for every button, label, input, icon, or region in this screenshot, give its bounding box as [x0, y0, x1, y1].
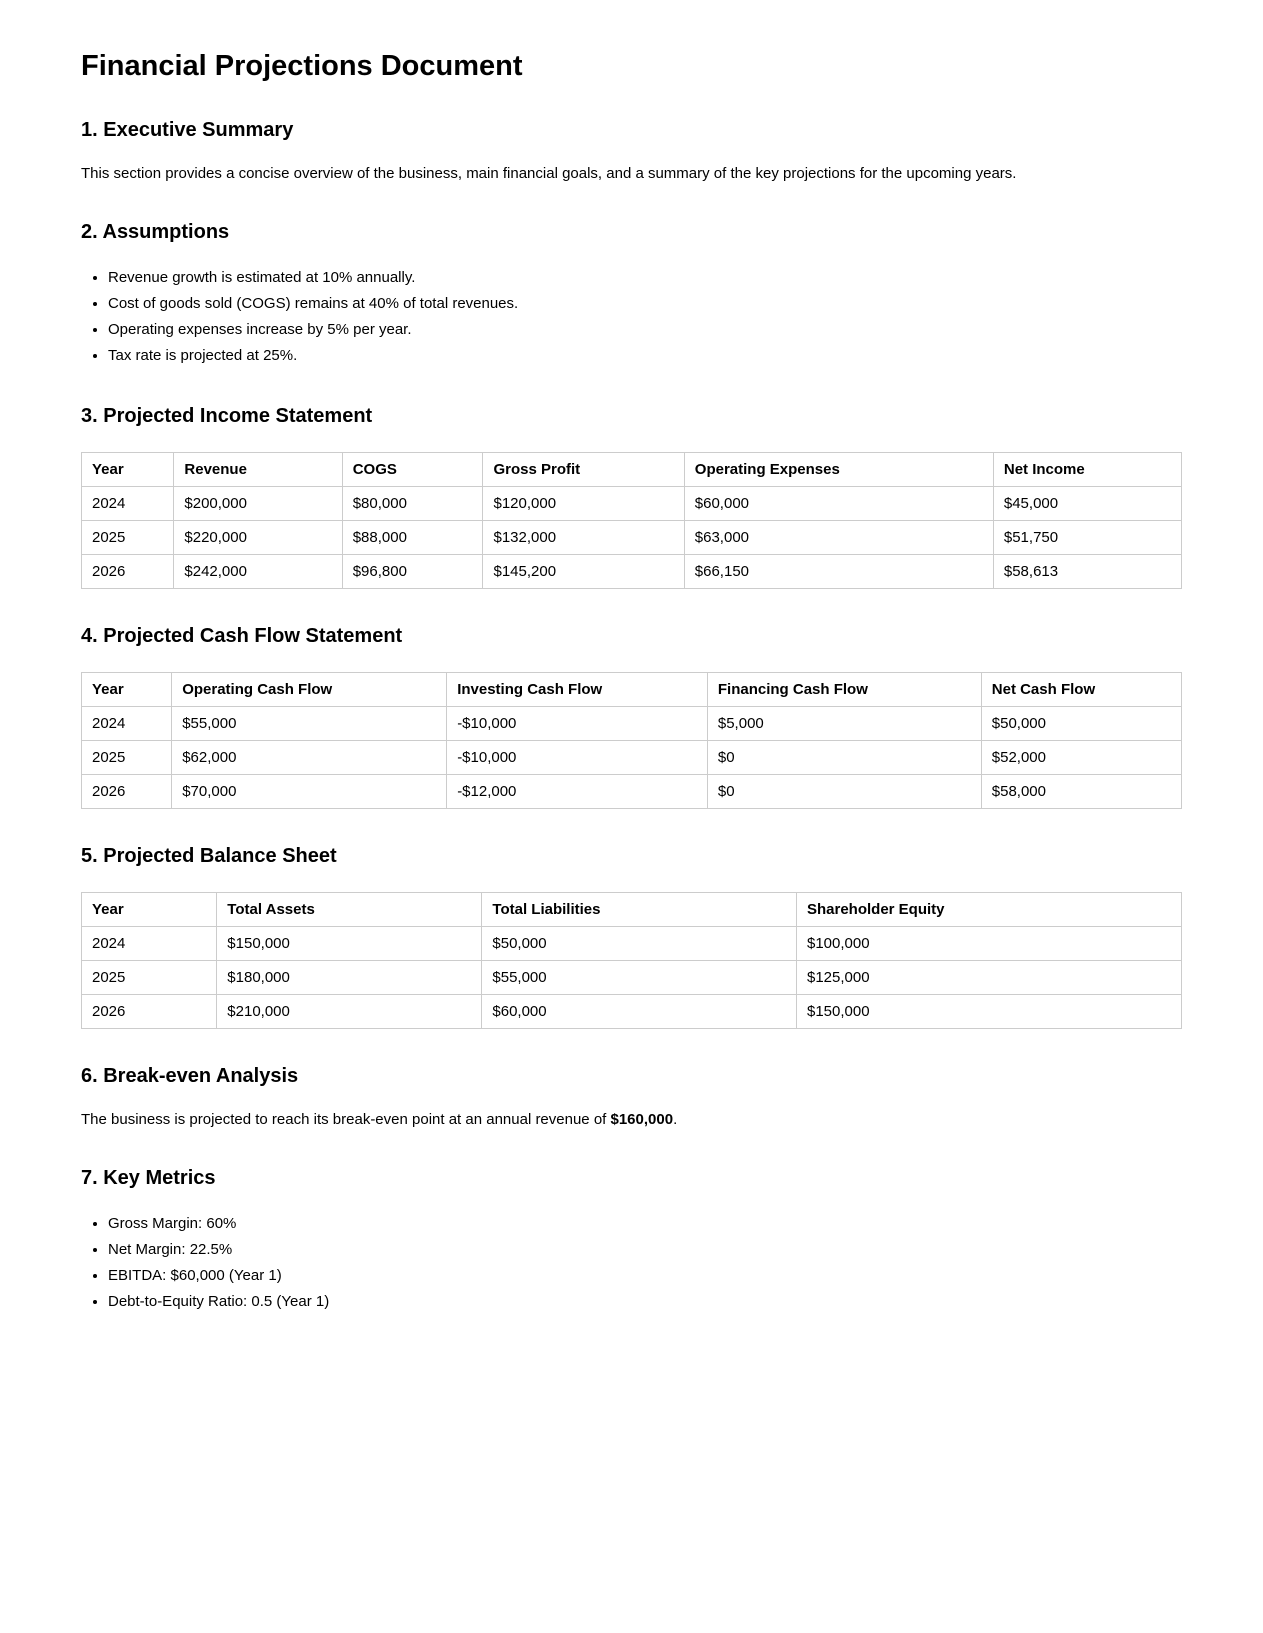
assumptions-list	[81, 265, 1182, 369]
section-key-metrics	[81, 1166, 1182, 1310]
table-cell: $145,200	[483, 555, 684, 589]
table-cell: $120,000	[483, 487, 684, 521]
table-cell: $125,000	[796, 961, 1181, 995]
table-header-cell: Total Liabilities	[482, 893, 797, 927]
table-header-cell: Shareholder Equity	[796, 893, 1181, 927]
table-cell: $50,000	[981, 707, 1181, 741]
list-item: • Operating expenses increase by 5% per year.	[108, 317, 1182, 343]
table-cell: $0	[707, 741, 981, 775]
table-header-cell: Operating Cash Flow	[172, 673, 447, 707]
table-cell: $62,000	[172, 741, 447, 775]
list-item: • Cost of goods sold (COGS) remains at 40% of total revenues.	[108, 291, 1182, 317]
table-cell: $150,000	[796, 995, 1181, 1029]
section-heading-break-even: 6. Break-even Analysis	[81, 1065, 299, 1087]
table-cell: $242,000	[174, 555, 342, 589]
table-row	[82, 741, 1182, 775]
table-cell: -$10,000	[447, 707, 708, 741]
table-header-cell: Year	[82, 893, 217, 927]
table-cell: $52,000	[981, 741, 1181, 775]
key-metrics-list	[81, 1211, 1182, 1310]
table-header-cell: Year	[82, 453, 174, 487]
table-header-row	[82, 453, 1182, 487]
table-cell: 2026	[82, 775, 172, 809]
section-heading-assumptions: 2. Assumptions	[81, 221, 230, 243]
table-cell: $5,000	[707, 707, 981, 741]
table-cell: $70,000	[172, 775, 447, 809]
table-header-cell: Total Assets	[217, 893, 482, 927]
section-heading-balance-sheet: 5. Projected Balance Sheet	[81, 845, 337, 867]
table-cell: -$10,000	[447, 741, 708, 775]
table-cell: $55,000	[482, 961, 797, 995]
table-header-cell: Net Cash Flow	[981, 673, 1181, 707]
table-header-cell: Operating Expenses	[684, 453, 993, 487]
table-cell: $0	[707, 775, 981, 809]
break-even-text-after: .	[673, 1111, 678, 1128]
table-row	[82, 487, 1182, 521]
table-header-cell: Gross Profit	[483, 453, 684, 487]
table-cell: -$12,000	[447, 775, 708, 809]
table-cell: $96,800	[342, 555, 483, 589]
balance-sheet-table	[81, 892, 1182, 1029]
table-header-cell: COGS	[342, 453, 483, 487]
section-heading-income-statement: 3. Projected Income Statement	[81, 405, 373, 427]
table-cell: $220,000	[174, 521, 342, 555]
table-cell: $45,000	[993, 487, 1181, 521]
table-cell: $63,000	[684, 521, 993, 555]
table-cell: $100,000	[796, 927, 1181, 961]
executive-summary-text: This section provides a concise overview of the business, main financial goals, and a summary of the key projections for the upcoming years.	[81, 165, 1017, 182]
table-cell: $60,000	[684, 487, 993, 521]
table-header-row	[82, 673, 1182, 707]
document-title: Financial Projections Document	[81, 50, 523, 82]
section-heading-cash-flow: 4. Projected Cash Flow Statement	[81, 625, 403, 647]
table-row	[82, 927, 1182, 961]
table-cell: $210,000	[217, 995, 482, 1029]
table-cell: 2025	[82, 521, 174, 555]
income-statement-table	[81, 452, 1182, 589]
table-cell: 2026	[82, 995, 217, 1029]
table-cell: 2024	[82, 707, 172, 741]
table-header-cell: Year	[82, 673, 172, 707]
section-cash-flow	[81, 624, 1182, 809]
section-assumptions	[81, 220, 1182, 369]
table-cell: $80,000	[342, 487, 483, 521]
table-cell: $58,613	[993, 555, 1181, 589]
table-cell: 2025	[82, 961, 217, 995]
section-heading-key-metrics: 7. Key Metrics	[81, 1167, 216, 1189]
table-row	[82, 995, 1182, 1029]
cash-flow-table	[81, 672, 1182, 809]
list-item: • EBITDA: $60,000 (Year 1)	[108, 1263, 1182, 1289]
table-header-cell: Revenue	[174, 453, 342, 487]
table-cell: 2024	[82, 927, 217, 961]
table-cell: 2026	[82, 555, 174, 589]
section-break-even	[81, 1064, 1182, 1131]
table-cell: $55,000	[172, 707, 447, 741]
section-heading-executive-summary: 1. Executive Summary	[81, 119, 294, 141]
section-income-statement	[81, 404, 1182, 589]
list-item: • Net Margin: 22.5%	[108, 1237, 1182, 1263]
table-cell: $132,000	[483, 521, 684, 555]
table-row	[82, 707, 1182, 741]
section-executive-summary	[81, 118, 1182, 185]
table-header-cell: Net Income	[993, 453, 1181, 487]
table-row	[82, 961, 1182, 995]
table-row	[82, 775, 1182, 809]
table-cell: $60,000	[482, 995, 797, 1029]
table-cell: $200,000	[174, 487, 342, 521]
table-cell: $180,000	[217, 961, 482, 995]
table-cell: $150,000	[217, 927, 482, 961]
table-cell: $51,750	[993, 521, 1181, 555]
table-cell: $58,000	[981, 775, 1181, 809]
table-header-cell: Financing Cash Flow	[707, 673, 981, 707]
table-cell: $50,000	[482, 927, 797, 961]
table-cell: $88,000	[342, 521, 483, 555]
table-cell: 2024	[82, 487, 174, 521]
list-item: • Revenue growth is estimated at 10% annually.	[108, 265, 1182, 291]
break-even-text-before: The business is projected to reach its break-even point at an annual revenue of	[81, 1111, 611, 1128]
table-row	[82, 521, 1182, 555]
table-cell: $66,150	[684, 555, 993, 589]
section-balance-sheet	[81, 844, 1182, 1029]
document-page	[81, 0, 1182, 1310]
table-header-cell: Investing Cash Flow	[447, 673, 708, 707]
list-item: • Debt-to-Equity Ratio: 0.5 (Year 1)	[108, 1289, 1182, 1315]
break-even-text	[81, 1109, 1182, 1131]
list-item: • Tax rate is projected at 25%.	[108, 343, 1182, 369]
table-cell: 2025	[82, 741, 172, 775]
table-row	[82, 555, 1182, 589]
table-header-row	[82, 893, 1182, 927]
list-item: • Gross Margin: 60%	[108, 1211, 1182, 1237]
break-even-amount: $160,000	[610, 1111, 674, 1128]
